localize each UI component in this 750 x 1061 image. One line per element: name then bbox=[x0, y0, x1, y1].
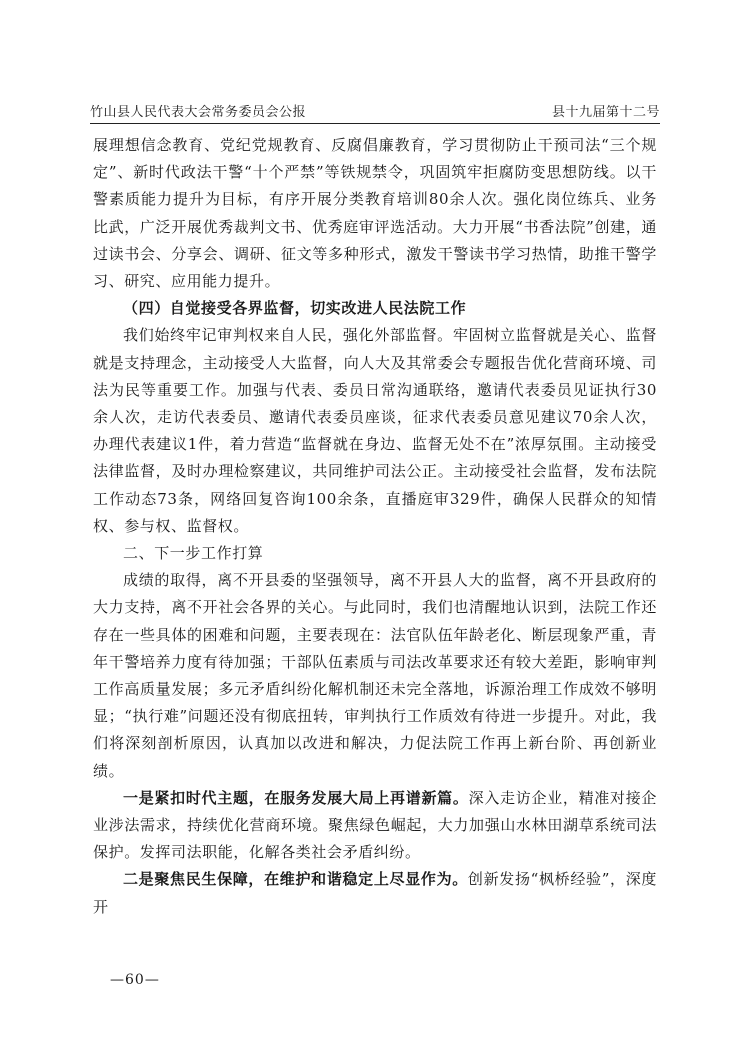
paragraph-problems: 成绩的取得，离不开县委的坚强领导，离不开县人大的监督，离不开县政府的大力支持，离不开社会各界的关心。与此同时，我们也清醒地认识到，法院工作还存在一些具体的困难和问题，主要表现在：法官队伍年龄老化、断层现象严重，青年干警培养力度有待加强；干部队伍素质与司法改革要求还有较大差距，影响审判工作高质量发展；多元矛盾纠纷化解机制还未完全落地，诉源治理工作成效不够明显；“执行难”问题还没有彻底扭转，审判执行工作质效有待进一步提升。对此，我们将深刻剖析原因，认真加以改进和解决，力促法院工作再上新台阶、再创新业绩。 bbox=[93, 571, 657, 780]
first-measure-lead: 一是紧扣时代主题，在服务发展大局上再谱新篇。 bbox=[123, 788, 469, 807]
paragraph-training: 展理想信念教育、党纪党规教育、反腐倡廉教育，学习贯彻防止干预司法“三个规定”、新时代政法干警“十个严禁”等铁规禁令，巩固筑牢拒腐防变思想防线。以干警素质能力提升为目标，有序开展分类教育培训80余人次。强化岗位练兵、业务比武，广泛开展优秀裁判文书、优秀庭审评选活动。大力开展“书香法院”创建，通过读书会、分享会、调研、征文等多种形式，激发干警读书学习热情，助推干警学习、研究、应用能力提升。 bbox=[93, 136, 657, 291]
document-body bbox=[93, 132, 657, 921]
page-number: —60— bbox=[110, 972, 160, 988]
header-issue-number: 县十九届第十二号 bbox=[551, 105, 660, 120]
section-heading-supervision: （四）自觉接受各界监督，切实改进人民法院工作 bbox=[123, 299, 467, 318]
second-measure-lead: 二是聚焦民生保障，在维护和谐稳定上尽显作为。 bbox=[123, 870, 468, 889]
section-heading-next-steps: 二、下一步工作打算 bbox=[123, 544, 264, 563]
paragraph-first-measure bbox=[93, 785, 657, 867]
first-measure-text: 深入走访企业，精准对接企业涉法需求，持续优化营商环境。聚焦绿色崛起，大力加强山水林田湖草系统司法保护。发挥司法职能，化解各类社会矛盾纠纷。 bbox=[93, 788, 658, 862]
page-header bbox=[90, 96, 660, 124]
paragraph-supervision: 我们始终牢记审判权来自人民，强化外部监督。牢固树立监督就是关心、监督就是支持理念，主动接受人大监督，向人大及其常委会专题报告优化营商环境、司法为民等重要工作。加强与代表、委员日常沟通联络，邀请代表委员见证执行30余人次，走访代表委员、邀请代表委员座谈，征求代表委员意见建议70余人次，办理代表建议1件，着力营造“监督就在身边、监督无处不在”浓厚氛围。主动接受法律监督，及时办理检察建议，共同维护司法公正。主动接受社会监督，发布法院工作动态73条，网络回复咨询100余条，直播庭审329件，确保人民群众的知情权、参与权、监督权。 bbox=[93, 326, 657, 535]
header-publication-title: 竹山县人民代表大会常务委员会公报 bbox=[90, 105, 307, 120]
second-measure-text: 创新发扬“枫桥经验”，深度开 bbox=[93, 870, 657, 916]
paragraph-second-measure bbox=[93, 866, 657, 920]
